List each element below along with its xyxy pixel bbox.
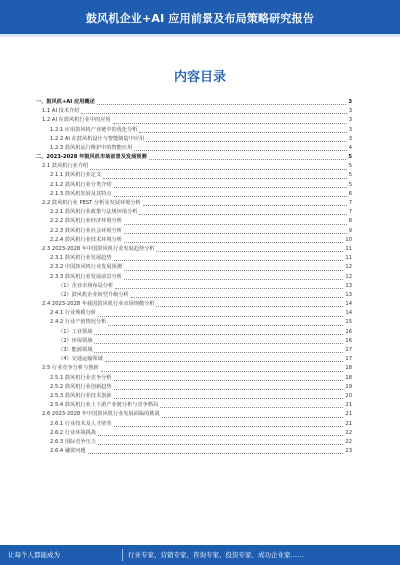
dot-leader <box>88 452 344 454</box>
toc-entry-label: 2.4.2 行业产值情况分析 <box>50 319 107 326</box>
toc-entry-page: 14 <box>345 301 352 308</box>
toc-entry[interactable] <box>36 282 352 291</box>
toc-entry[interactable] <box>36 383 352 392</box>
toc-entry[interactable] <box>36 447 352 456</box>
footer-tagline: 行业专家、营销专家、咨询专家、投资专家、成功企业家…… <box>128 551 304 559</box>
toc-entry-label: 1.2.3 鼓风机运行维护中的智能应用 <box>50 144 133 151</box>
toc-entry[interactable] <box>36 309 352 318</box>
dot-leader <box>156 305 343 307</box>
dot-leader <box>114 259 344 261</box>
toc-entry-page: 3 <box>348 117 352 124</box>
dot-leader <box>131 296 344 298</box>
toc-entry-page: 22 <box>345 438 352 445</box>
toc-entry-page: 6 <box>348 190 352 197</box>
dot-leader <box>114 195 347 197</box>
dot-leader <box>94 342 343 344</box>
dot-leader <box>115 287 343 289</box>
page-footer <box>0 545 400 565</box>
toc-entry-label: 2.1.1 鼓风机行业定义 <box>50 172 102 179</box>
toc-entry-label: 2.1 鼓风机行业介绍 <box>42 163 89 170</box>
toc-entry[interactable] <box>36 392 352 401</box>
toc-entry[interactable] <box>36 245 352 254</box>
toc-entry-page: 4 <box>348 144 352 151</box>
toc-entry[interactable] <box>36 116 352 125</box>
dot-leader <box>114 186 347 188</box>
toc-entry-label: 2.4 2023-2028 年我国鼓风机行业市场规模分析 <box>42 301 155 308</box>
dot-leader <box>98 434 343 436</box>
toc-entry[interactable] <box>36 144 352 153</box>
toc-entry-page: 5 <box>348 154 352 161</box>
toc-entry-label: 2.1.3 鼓风机发展及其特点 <box>50 190 112 197</box>
dot-leader <box>98 443 343 445</box>
header-divider <box>0 34 400 37</box>
toc-entry-label: 二、2023-2028 年鼓风机市场前景及发展预测 <box>36 154 147 161</box>
toc-entry-page: 7 <box>348 200 352 207</box>
toc-entry[interactable] <box>36 410 352 419</box>
dot-leader <box>94 333 343 335</box>
toc-entry-label: （2）鼓风机企业转型升级分析 <box>58 291 129 298</box>
toc-entry-label: （2）环保领域 <box>58 337 93 344</box>
toc-entry[interactable] <box>36 208 352 217</box>
toc-entry-page: 23 <box>345 448 352 455</box>
dot-leader <box>105 360 344 362</box>
toc-entry-page: 11 <box>345 255 352 262</box>
toc-entry-label: 1.1 AI 技术介绍 <box>42 108 80 115</box>
toc-entry-label: 2.3.3 鼓风机行业发展前景分析 <box>50 273 122 280</box>
dot-leader <box>162 416 344 418</box>
dot-leader <box>114 397 344 399</box>
dot-leader <box>124 241 343 243</box>
toc-entry[interactable] <box>36 98 352 107</box>
toc-entry-label: 2.6 2023-2028 年中国鼓风机行业发展面临的挑战 <box>42 411 160 418</box>
toc-entry[interactable] <box>36 364 352 373</box>
toc-entry-label: 2.2.4 鼓风机行业技术环境分析 <box>50 236 122 243</box>
toc-entry-page: 14 <box>345 310 352 317</box>
toc-entry-page: 7 <box>348 209 352 216</box>
toc-entry-page: 8 <box>348 218 352 225</box>
toc-entry-page: 22 <box>345 429 352 436</box>
toc-entry-label: （3）能源领域 <box>58 347 93 354</box>
toc-entry-label: 2.2.3 鼓风机行业社会环境分析 <box>50 227 122 234</box>
toc-entry-label: 2.1.2 鼓风机行业分类介绍 <box>50 181 112 188</box>
toc-entry-page: 3 <box>348 135 352 142</box>
toc-entry[interactable] <box>36 126 352 135</box>
toc-entry-label: 2.6.2 行业环境挑战 <box>50 429 96 436</box>
toc-entry[interactable] <box>36 236 352 245</box>
toc-entry-page: 12 <box>345 264 352 271</box>
toc-entry[interactable] <box>36 254 352 263</box>
toc-entry-label: 2.5.1 鼓风机行业竞争分析 <box>50 374 112 381</box>
toc-entry[interactable] <box>36 162 352 171</box>
toc-entry-label: 2.6.4 融资问题 <box>50 448 86 455</box>
toc-entry-page: 9 <box>348 227 352 234</box>
toc-entry[interactable] <box>36 135 352 144</box>
dot-leader <box>146 140 346 142</box>
toc-entry[interactable] <box>36 374 352 383</box>
toc-entry-label: 2.6.3 国际竞争压力 <box>50 438 96 445</box>
toc-entry[interactable] <box>36 153 352 162</box>
toc-heading: 内容目录 <box>173 70 226 85</box>
dot-leader <box>114 388 344 390</box>
toc-entry-label: （1）企业市场布局分析 <box>58 282 114 289</box>
toc-entry[interactable] <box>36 227 352 236</box>
dot-leader <box>103 177 347 179</box>
dot-leader <box>113 122 347 124</box>
toc-entry[interactable] <box>36 401 352 410</box>
dot-leader <box>156 250 343 252</box>
toc-entry-page: 17 <box>345 356 352 363</box>
dot-leader <box>108 324 343 326</box>
toc-entry-label: 1.2 AI 在鼓风机行业中的应用 <box>42 117 111 124</box>
toc-entry[interactable] <box>36 319 352 328</box>
dot-leader <box>139 213 346 215</box>
dot-leader <box>90 168 346 170</box>
toc-entry[interactable] <box>36 346 352 355</box>
toc-entry[interactable] <box>36 263 352 272</box>
page-header <box>0 0 400 34</box>
dot-leader <box>160 406 343 408</box>
toc-entry-page: 21 <box>345 402 352 409</box>
dot-leader <box>124 223 347 225</box>
toc-entry[interactable] <box>36 291 352 300</box>
toc-entry-page: 20 <box>345 392 352 399</box>
toc-entry-page: 10 <box>345 236 352 243</box>
toc-entry[interactable] <box>36 420 352 429</box>
dot-leader <box>101 370 344 372</box>
dot-leader <box>143 204 347 206</box>
toc-entry-page: 18 <box>345 374 352 381</box>
toc-entry-page: 17 <box>345 347 352 354</box>
toc-entry[interactable] <box>36 273 352 282</box>
toc-entry[interactable] <box>36 438 352 447</box>
dot-leader <box>149 158 347 160</box>
toc-entry-label: 2.3 2023-2028 年中国鼓风机行业发展趋势分析 <box>42 245 155 252</box>
toc-entry-label: （4）交通运输领域 <box>58 356 103 363</box>
toc-entry-label: 2.5.2 鼓风机行业创新趋势 <box>50 383 112 390</box>
dot-leader <box>114 425 344 427</box>
dot-leader <box>134 149 346 151</box>
toc-entry[interactable] <box>36 355 352 364</box>
toc-entry-label: （1）工业领域 <box>58 328 93 335</box>
toc-entry-page: 3 <box>348 108 352 115</box>
toc-entry[interactable] <box>36 199 352 208</box>
dot-leader <box>124 269 343 271</box>
toc-entry-label: 2.4.1 行业规模分析 <box>50 310 96 317</box>
toc-entry-page: 3 <box>348 98 352 105</box>
toc-entry-label: 2.5.4 鼓风机行业上下游产业链分析与竞争格局 <box>50 402 159 409</box>
toc-entry-page: 5 <box>348 181 352 188</box>
toc-entry-page: 15 <box>345 319 352 326</box>
toc-entry-page: 19 <box>345 383 352 390</box>
toc-entry-label: 1.2.1 应用鼓风机产业链中的优化分析 <box>50 126 138 133</box>
toc-entry-page: 5 <box>348 172 352 179</box>
dot-leader <box>124 232 347 234</box>
dot-leader <box>97 103 347 105</box>
toc-entry-label: 1.2.2 AI 在鼓风机设计与智能制造中应用 <box>50 135 145 142</box>
toc-entry[interactable] <box>36 328 352 337</box>
dot-leader <box>114 379 344 381</box>
dot-leader <box>98 315 343 317</box>
toc-entry-label: 2.6.1 行业技术及人才壁垒 <box>50 420 112 427</box>
toc-entry-page: 13 <box>345 291 352 298</box>
toc-entry[interactable] <box>36 337 352 346</box>
dot-leader <box>81 112 346 114</box>
footer-divider <box>122 549 123 561</box>
toc-entry[interactable] <box>36 190 352 199</box>
toc-entry-page: 13 <box>345 282 352 289</box>
toc-entry-label: 2.5.3 鼓风机行业技术创新 <box>50 392 112 399</box>
toc-entry-page: 18 <box>345 365 352 372</box>
toc-entry-page: 5 <box>348 163 352 170</box>
toc-entry-page: 16 <box>345 337 352 344</box>
footer-slogan: 让每个人都能成为 <box>8 551 60 559</box>
toc-entry-label: 2.2.1 鼓风机行业政策与法规环境分析 <box>50 209 138 216</box>
dot-leader <box>139 131 346 133</box>
toc-entry[interactable] <box>36 300 352 309</box>
toc-entry-label: 2.3.1 鼓风机行业发展趋势 <box>50 255 112 262</box>
dot-leader <box>94 351 343 353</box>
toc-entry-page: 11 <box>345 245 352 252</box>
toc-entry-label: 一、鼓风机+AI 应用概述 <box>36 98 95 105</box>
toc-entry-page: 21 <box>345 411 352 418</box>
toc-entry-label: 2.3.2 中国鼓风机行业发展预测 <box>50 264 122 271</box>
table-of-contents <box>36 98 352 456</box>
toc-entry[interactable] <box>36 217 352 226</box>
toc-entry[interactable] <box>36 107 352 116</box>
toc-entry-label: 2.2.2 鼓风机行业经济环境分析 <box>50 218 122 225</box>
report-title: 鼓风机企业+AI 应用前景及布局策略研究报告 <box>85 12 315 25</box>
toc-entry-page: 3 <box>348 126 352 133</box>
toc-entry-label: 2.2 鼓风机行业 PEST 分析及发展环境分析 <box>42 200 141 207</box>
toc-entry[interactable] <box>36 429 352 438</box>
toc-entry[interactable] <box>36 181 352 190</box>
toc-entry-page: 21 <box>345 420 352 427</box>
toc-entry[interactable] <box>36 172 352 181</box>
toc-entry-page: 16 <box>345 328 352 335</box>
dot-leader <box>124 278 343 280</box>
toc-entry-label: 2.5 行业竞争分析与创新 <box>42 365 99 372</box>
toc-entry-page: 12 <box>345 273 352 280</box>
